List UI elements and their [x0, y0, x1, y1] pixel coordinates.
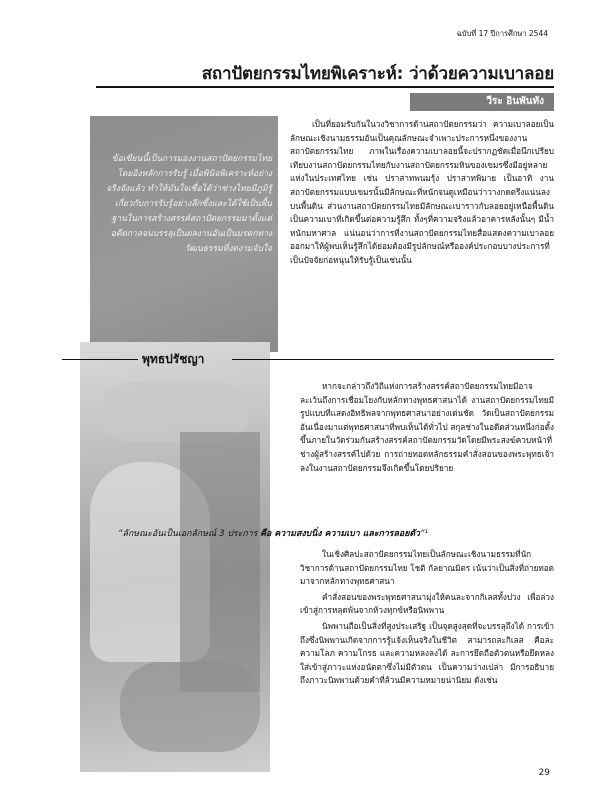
quote-emphasis: คือ ความสงบนิ่ง ความเบา และการลอยตัว — [260, 529, 420, 539]
title-rule — [96, 86, 554, 88]
section-text: หากจะกล่าวถึงวิถีแห่งการสร้างสรรค์สถาปัตยกรรมไทยมีอาจละเว้นถึงการเชื่อมโยงกับหลักทางพุทธศาสนาได้ งานสถาปัตยกรรมไทยมีรูปแบบที่แสดงอิทธิพลจากพุทธศาสนาอย่างเด่นชัด วัดเป็นสถาปัตยกรรมอันเนื่องมาแต่พุทธศาสนาที่พบเห็นได้ทั่วไป สกุลช่างในอดีตส่วนหนึ่งก่อตั้งขึ้นภายในวัดร่วมกันสร้างสรรค์สถาปัตยกรรมวัดโดยมีพระสงฆ์ควบหน้าที่ช่างผู้สร้างสรรค์ไปด้วย การถ่ายทอดหลักธรรมคำสั่งสอนของพระพุทธเจ้าลงในงานสถาปัตยกรรมจึงเกิดขึ้นโดยปริยาย — [300, 381, 554, 473]
page-number: 29 — [538, 768, 550, 778]
quote-suffix: ”¹ — [420, 529, 429, 539]
section-rule-left — [62, 359, 138, 360]
author-banner: วีระ อินพันทัง — [410, 93, 554, 111]
body-column — [300, 548, 554, 690]
article-title: สถาปัตยกรรมไทยพิเคราะห์: ว่าด้วยความเบาลอย — [201, 64, 554, 84]
temple-photo — [80, 342, 270, 772]
pull-quote-text: ข้อเขียนนี้เป็นการมองงานสถาปัตยกรรมไทยโดยอิงหลักการรับรู้ เมื่อพินิจพิเคราะห์อย่างจริงจังแล้ว ทำให้มั่นใจเชื่อได้ว่าช่างไทยมีภูมิรู้เกี่ยวกับการรับรู้อย่างลึกซึ้งและได้ใช้เป็นพื้นฐานในการสร้างสรรค์สถาปัตยกรรมมาตั้งแต่อดีตกาลจนบรรลุเป็นผลงานอันเป็นมรดกทางวัฒนธรรมที่งดงามจับใจ — [106, 154, 272, 254]
issue-label: ฉบับที่ 17 ปีการศึกษา 2544 — [456, 29, 548, 38]
section-rule-right — [232, 359, 554, 360]
inline-quote — [118, 526, 554, 540]
body-paragraph: นิพพานถือเป็นสิ่งที่สูงประเสริฐ เป็นจุดสูงสุดที่จะบรรลุถึงได้ การเข้าถึงซึ่งนิพพานเกิดจากการรู้แจ้งเห็นจริงในชีวิต สามารถละกิเลส คือละความโลภ ความโกรธ และความหลงลงได้ ละการยึดถือตัวตนหรือยึดหลงใส่เข้าสู่ภาวะแห่งอนัตตาซึ่งไม่มีตัวตน เป็นความว่างเปล่า มีการอธิบายถึงภาวะนิพพานด้วยคำที่ล้วนมีความหมายน่านิยม ดังเช่น — [300, 620, 554, 686]
photo-shape — [120, 662, 260, 752]
quote-prefix: “ลักษณะอันเป็นเอกลักษณ์ 3 ประการ — [118, 529, 261, 539]
section-paragraph — [300, 380, 554, 477]
body-paragraph: ในเชิงศิลปะสถาปัตยกรรมไทยเป็นลักษณะเชิงนามธรรมที่นักวิชาการด้านสถาปัตยกรรมไทย โชติ กัลยาณมิตร เน้นว่าเป็นสิ่งที่ถ่ายทอดมาจากหลักทางพุทธศาสนา — [300, 549, 554, 587]
section-heading: พุทธปรัชญา — [142, 352, 205, 366]
body-paragraph: คำสั่งสอนของพระพุทธศาสนามุ่งให้คนละจากกิเลสทั้งปวง เพื่อล่วงเข้าสู่การหลุดพ้นจากห้วงทุกข์หรือนิพพาน — [300, 591, 554, 616]
intro-text: เป็นที่ยอมรับกันในวงวิชาการด้านสถาปัตยกรรมว่า ความเบาลอยเป็นลักษณะเชิงนามธรรมอันเป็นคุณลักษณะจำเพาะประการหนึ่งของงานสถาปัตยกรรมไทย ภาพในเรื่องความเบาลอยนี้จะปรากฏชัดเมื่อนึกเปรียบเทียบงานสถาปัตยกรรมไทยกับงานสถาปัตยกรรมหินของเขมรซึ่งมีอยู่หลายแห่งในประเทศไทย เช่น ปราสาทพนมรุ้ง ปราสาทพิมาย เป็นอาทิ งานสถาปัตยกรรมแบบเขมรนั้นมีลักษณะที่หนักจนดูเหมือนว่าวางกดตรึงแน่นลงบนพื้นดิน ส่วนงานสถาปัตยกรรมไทยมีลักษณะเบาราวกับลอยอยู่เหนือพื้นดิน เป็นความเบาที่เกิดขึ้นต่อความรู้สึก ทั้งๆที่ความจริงแล้วอาคารหลังนั้นๆ มีน้ำหนักมหาศาล แน่นอนว่าการที่งานสถาปัตยกรรมไทยสื่อแสดงความเบาลอยออกมาให้ผู้พบเห็นรู้สึกได้ย่อมต้องมีรูปลักษณ์หรือองค์ประกอบบางประการที่เป็นปัจจัยก่อหนุนให้รับรู้เป็นเช่นนั้น — [290, 119, 554, 265]
intro-paragraph — [290, 118, 554, 270]
photo-shape — [180, 432, 260, 692]
